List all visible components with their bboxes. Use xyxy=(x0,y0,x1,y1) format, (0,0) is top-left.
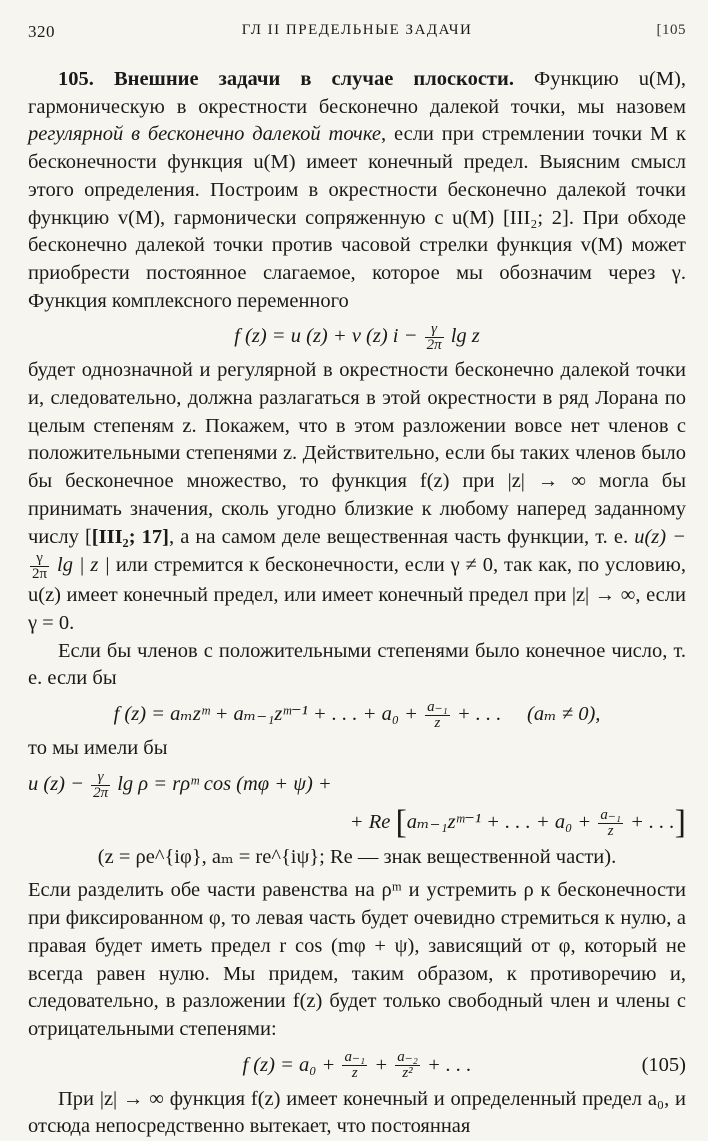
paragraph-text: , а на самом деле вещественная часть функции, т. е. xyxy=(168,525,635,548)
paragraph-text: то мы имели бы xyxy=(28,737,168,760)
paragraph-text: Если разделить обе части равенства на ρᵐ и устремить ρ к бесконечности при фиксированном φ, то левая часть будет очевидно стремиться к нулю, а правая будет иметь предел r cos (mφ + ψ), зависящий от φ, который не всегда равен нулю. Мы придем, таким образом, к противоречию и, следовательно, в разложении f(z) будет только свободный член и члены с отрицательными степенями: xyxy=(28,879,686,1040)
right-bracket: ] xyxy=(674,803,686,841)
page-header xyxy=(28,22,686,52)
paragraph-text: или стремится к бесконечности, если γ ≠ 0, так как, по условию, u(z) имеет конечный предел, или имеет конечный предел при |z| → ∞, если γ = 0. xyxy=(28,554,686,634)
equation-text: aₘ₋₁zᵐ⁻¹ + . . . + a₀ + xyxy=(406,810,597,833)
paragraph-definition xyxy=(28,66,686,315)
equation-real-part-line2 xyxy=(28,805,686,840)
inline-math: lg | z | xyxy=(51,554,116,577)
equation-text: f (z) = aₘzᵐ + aₘ₋₁zᵐ⁻¹ + . . . + a₀ + xyxy=(113,703,424,726)
equation-text: u (z) − xyxy=(28,772,90,795)
fraction-numerator: a₋₁ xyxy=(344,1049,366,1066)
fraction xyxy=(598,808,623,839)
fraction-numerator: γ xyxy=(91,770,110,786)
fraction-denominator: z xyxy=(607,822,614,839)
section-reference: [105 xyxy=(656,22,686,38)
equation-text: + . . . xyxy=(421,1053,472,1076)
fraction-numerator: γ xyxy=(30,551,49,567)
equation-text: + xyxy=(369,1053,394,1076)
equation-number: (105) xyxy=(641,1053,686,1076)
fraction xyxy=(425,322,444,353)
equation-notation: (z = ρe^{iφ}, aₘ = re^{iψ}; Re — знак вещественной части). xyxy=(97,845,617,868)
paragraph-text: , если при стремлении точки M к бесконечности функция u(M) имеет конечный предел. Выясним смысл этого определения. Построим в окрестности бесконечно далекой точки функцию v(M), гармонически сопряженную с u(M) [III₂; 2]. При обходе бесконечно далекой точки против часовой стрелки функция v(M) может приобрести постоянное слагаемое, которое мы обозначим через γ. Функция комплексного переменного xyxy=(28,123,687,312)
fraction-numerator: γ xyxy=(425,322,444,338)
paragraph-then xyxy=(28,735,686,763)
fraction-denominator: z xyxy=(351,1065,358,1082)
paragraph-limit xyxy=(28,1086,686,1141)
fraction-numerator: a₋₂ xyxy=(397,1049,418,1066)
page-body xyxy=(28,66,686,1141)
citation-ref: [III₂; 17] xyxy=(91,525,169,548)
equation-text: + . . . xyxy=(624,810,675,833)
fraction xyxy=(395,1050,420,1081)
left-bracket: [ xyxy=(395,803,407,841)
equation-105 xyxy=(28,1048,686,1082)
fraction-denominator: 2π xyxy=(93,784,109,801)
equation-text: + Re xyxy=(349,810,396,833)
equation-text: f (z) = a₀ + xyxy=(242,1053,341,1076)
paragraph-text: будет однозначной и регулярной в окрестности бесконечно далекой точки и, следовательно, должна разлагаться в этой окрестности в ряд Лорана по целым степеням z. Покажем, что в этом разложении вовсе нет членов с положительными степенями z. Действительно, если бы таких членов было бы бесконечное множество, то функция f(z) при |z| → ∞ могла бы принимать значения, сколь угодно близкие к любому наперед заданному числу [ xyxy=(28,359,686,548)
fraction-numerator: a₋₁ xyxy=(600,806,621,823)
fraction-denominator: z² xyxy=(402,1065,413,1082)
running-title: ГЛ II ПРЕДЕЛЬНЫЕ ЗАДАЧИ xyxy=(241,22,473,38)
fraction xyxy=(425,700,450,731)
paragraph-text: Функцию u(M), гармоническую в окрестности бесконечно далекой точки, мы назовем xyxy=(28,68,687,118)
equation-text: lg z xyxy=(445,325,480,348)
equation-text: f (z) = u (z) + v (z) i − xyxy=(234,325,423,348)
page-number: 320 xyxy=(28,22,55,41)
paragraph-text: Если бы членов с положительными степенями было конечное число, т. е. если бы xyxy=(28,639,686,690)
fraction xyxy=(342,1050,367,1081)
equation-real-part-line1 xyxy=(28,767,686,801)
inline-math: u(z) − xyxy=(634,525,687,548)
fraction-denominator: 2π xyxy=(426,337,442,354)
emphasis-term: регулярной в бесконечно далекой точке xyxy=(28,123,382,146)
equation-finite-series xyxy=(28,697,686,731)
fraction-denominator: 2π xyxy=(32,566,48,583)
equation-text: + . . . xyxy=(451,703,502,726)
equation-text: lg ρ = rρᵐ cos (mφ + ψ) + xyxy=(112,772,332,795)
fraction xyxy=(91,770,110,801)
fraction-denominator: z xyxy=(434,714,441,731)
paragraph-contradiction xyxy=(28,877,686,1043)
paragraph-finite-case xyxy=(28,638,686,693)
equation-condition: (aₘ ≠ 0), xyxy=(527,703,601,726)
fraction xyxy=(30,551,49,582)
paragraph-laurent xyxy=(28,357,686,637)
paragraph-text: При |z| → ∞ функция f(z) имеет конечный и определенный предел a₀, и отсюда непосредственно вытекает, что постоянная xyxy=(28,1087,686,1138)
equation-f-definition xyxy=(28,319,686,353)
fraction-numerator: a₋₁ xyxy=(427,698,448,715)
section-heading: 105. Внешние задачи в случае плоскости. xyxy=(58,68,514,90)
